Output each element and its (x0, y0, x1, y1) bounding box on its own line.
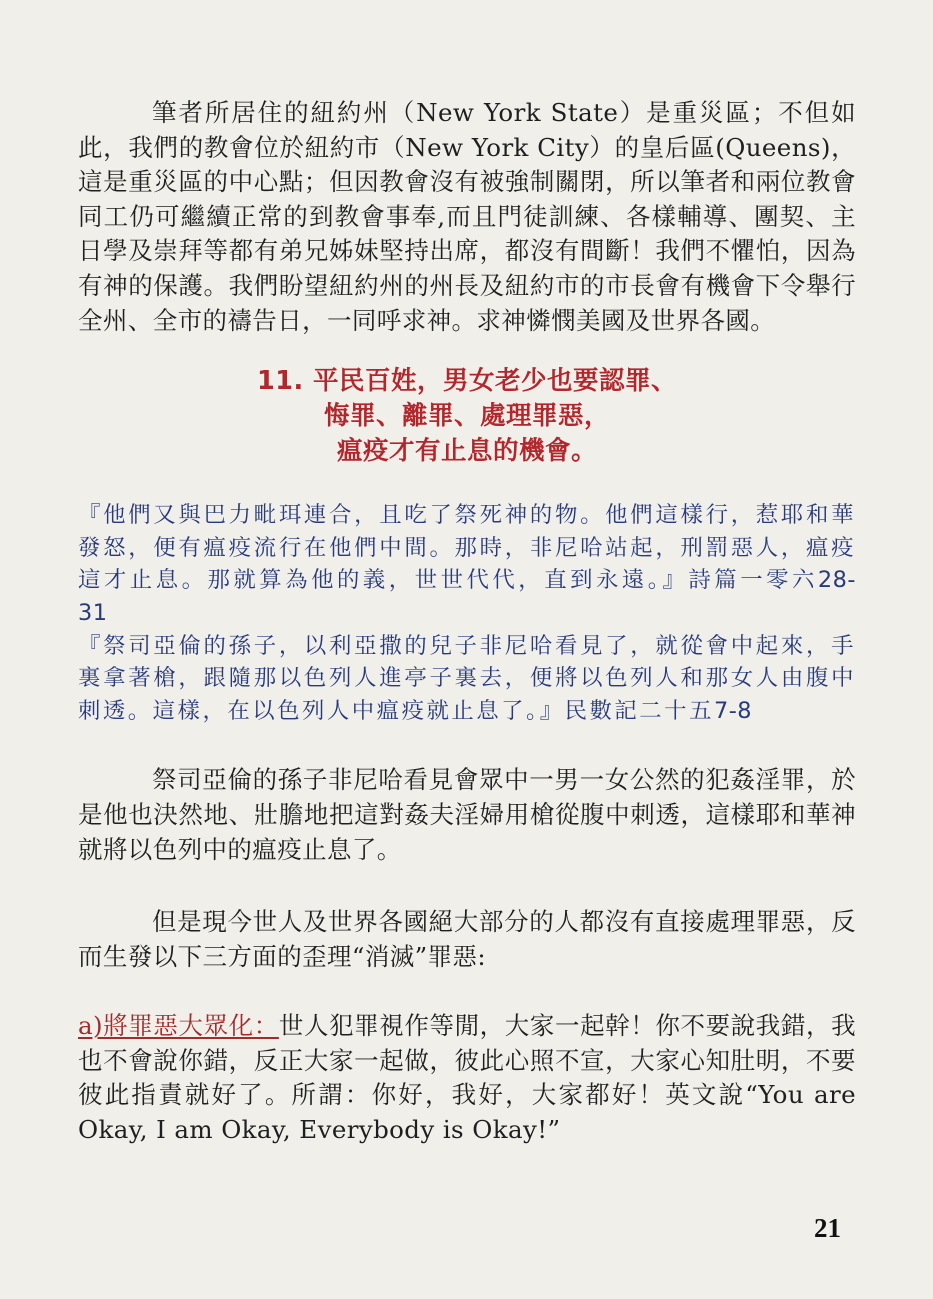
point-a-label: a)將罪惡大眾化： (78, 1011, 279, 1041)
scripture-ref-psalms: 28-31 (78, 567, 856, 626)
scripture-quotes (78, 499, 856, 727)
scripture-quote-psalms-text: 『他們又與巴力毗珥連合，且吃了祭死神的物。他們這樣行，惹耶和華發怒，便有瘟疫流行在他們中間。那時，非尼哈站起，刑罰惡人，瘟疫這才止息。那就算為他的義，世世代代，直到永遠。』詩篇一零六 (78, 502, 856, 594)
page-number: 21 (814, 1213, 841, 1243)
page-body (78, 96, 856, 1148)
section-heading (78, 364, 856, 469)
scripture-ref-numbers: 7-8 (713, 697, 753, 724)
scripture-quote-numbers-text: 『祭司亞倫的孫子，以利亞撒的兒子非尼哈看見了，就從會中起來，手裏拿著槍，跟隨那以色列人進亭子裏去，便將以色列人和那女人由腹中刺透。這樣，在以色列人中瘟疫就止息了。』民數記二十五 (78, 632, 856, 724)
paragraph-new-york: 筆者所居住的紐約州（New York State）是重災區；不但如此，我們的教會位於紐約市（New York City）的皇后區(Queens)，這是重災區的中心點；但因教會沒有被強制關閉，所以筆者和兩位教會同工仍可繼續正常的到教會事奉,而且門徒訓練、各樣輔導、團契、主日學及崇拜等都有弟兄姊妹堅持出席，都沒有間斷！我們不懼怕，因為有神的保護。我們盼望紐約州的州長及紐約市的市長會有機會下令舉行全州、全市的禱告日，一同呼求神。求神憐憫美國及世界各國。 (78, 98, 856, 335)
section-heading-line-1: 11. 平民百姓，男女老少也要認罪、 (256, 366, 678, 397)
paragraph-phinehas: 祭司亞倫的孫子非尼哈看見會眾中一男一女公然的犯姦淫罪，於是他也決然地、壯膽地把這對姦夫淫婦用槍從腹中刺透，這樣耶和華神就將以色列中的瘟疫止息了。 (78, 765, 856, 864)
point-a-text: 世人犯罪視作等閒，大家一起幹！你不要說我錯，我也不會說你錯，反正大家一起做，彼此心照不宣，大家心知肚明，不要彼此指責就好了。所謂：你好，我好，大家都好！英文說“You are Okay, I am Okay, Everybody is Okay!” (78, 1011, 856, 1145)
section-heading-line-3: 瘟疫才有止息的機會。 (336, 436, 597, 467)
section-heading-line-2: 悔罪、離罪、處理罪惡， (323, 401, 610, 432)
paragraph-three-ways: 但是現今世人及世界各國絕大部分的人都沒有直接處理罪惡，反而生發以下三方面的歪理“消滅”罪惡: (78, 907, 856, 971)
scripture-quote-psalms (78, 499, 856, 629)
scripture-quote-numbers (78, 630, 856, 728)
point-a (78, 1009, 856, 1147)
